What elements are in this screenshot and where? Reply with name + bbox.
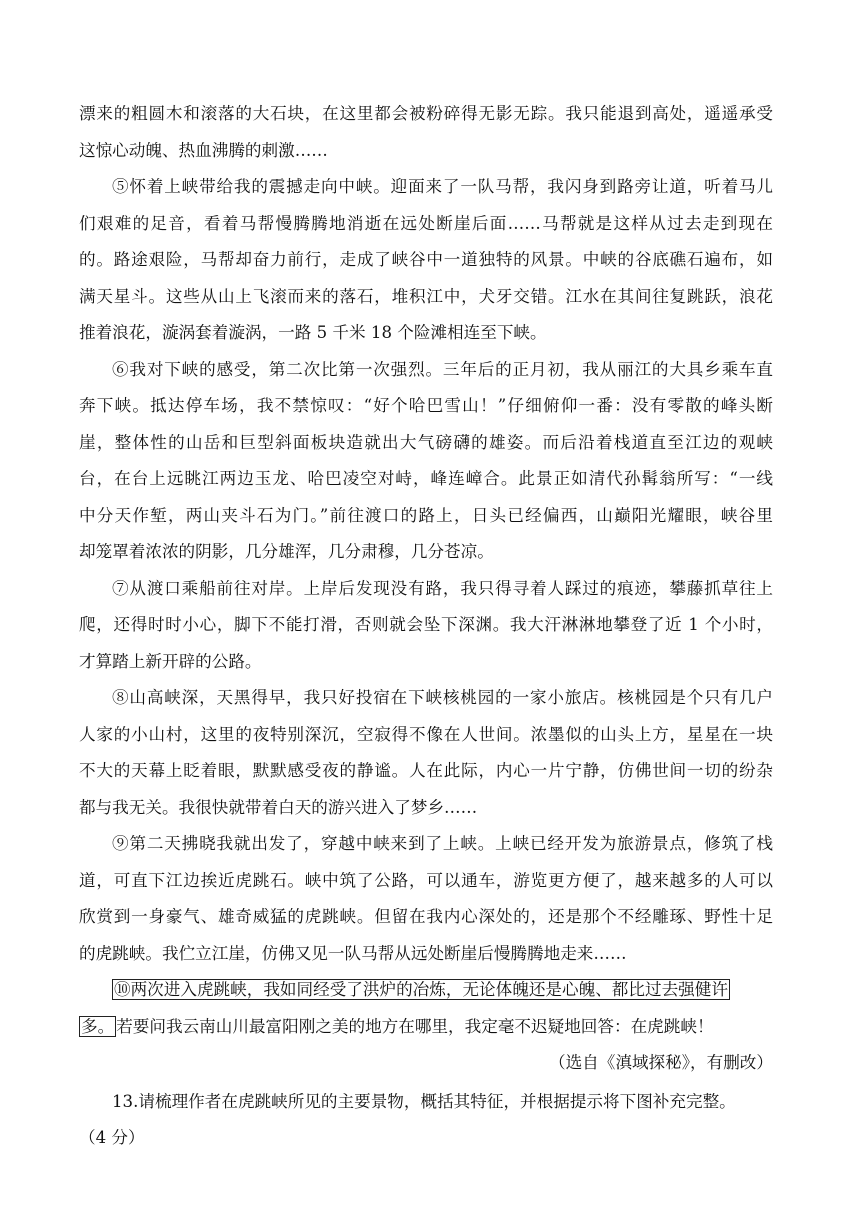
text-line: 的。路途艰险，马帮却奋力前行，走成了峡谷中一道独特的风景。中峡的谷底礁石遍布，如 [79,250,773,269]
document-page [79,96,773,1157]
text-line: 满天星斗。这些从山上飞滚而来的落石，堆积江中，犬牙交错。江水在其间往复跳跃，浪花 [79,286,773,306]
text-line: 崖，整体性的山岳和巨型斜面板块造就出大气磅礴的雄姿。而后沿着栈道直至江边的观峡 [79,432,773,452]
text-line: 都与我无关。我很快就带着白天的游兴进入了梦乡…… [79,797,478,817]
text-line: 奔下峡。抵达停车场，我不禁惊叹：“好个哈巴雪山！”仔细俯仰一番：没有零散的峰头断 [79,396,773,415]
paragraph-6-line: ⑥我对下峡的感受，第二次比第一次强烈。三年后的正月初，我从丽江的大具乡乘车直 [112,359,773,379]
text-line: 却笼罩着浓浓的阴影，几分雄浑，几分肃穆，几分苍凉。 [79,542,494,561]
boxed-sentence-end: 多。 [81,1016,115,1036]
text-line: 不大的天幕上眨着眼，默默感受夜的静谧。人在此际，内心一片宁静，仿佛世间一切的纷杂 [79,761,773,780]
boxed-sentence: ⑩两次进入虎跳峡，我如同经受了洪炉的冶炼，无论体魄还是心魄、都比过去强健许 [114,980,728,999]
paragraph-10-line [79,972,773,1009]
source-citation: （选自《滇域探秘》，有删改） [548,1053,773,1072]
text-line: 漂来的粗圆木和滚落的大石块，在这里都会被粉碎得无影无踪。我只能退到高处，遥遥承受 [79,104,773,123]
paragraph-9-line: ⑨第二天拂晓我就出发了，穿越中峡来到了上峡。上峡已经开发为旅游景点，修筑了栈 [112,834,773,853]
text-line: 推着浪花，漩涡套着漩涡，一路 5 千米 18 个险滩相连至下峡。 [79,323,547,342]
paragraph-8-line: ⑧山高峡深，天黑得早，我只好投宿在下峡核桃园的一家小旅店。核桃园是个只有几户 [112,688,773,707]
text-line: 爬，还得时时小心，脚下不能打滑，否则就会坠下深渊。我大汗淋淋地攀登了近 1 个小时， [79,615,773,634]
paragraph-10-line-2 [79,1009,773,1046]
question-13-score: （4 分） [79,1128,145,1147]
text-line: 这惊心动魄、热血沸腾的刺激…… [79,140,328,160]
paragraph-5-line: ⑤怀着上峡带给我的震撼走向中峡。迎面来了一队马帮，我闪身到路旁让道，听着马儿 [112,177,773,196]
text-line: 们艰难的足音，看着马帮慢腾腾地消逝在远处断崖后面……马帮就是这样从过去走到现在 [79,213,773,233]
text-line: 欣赏到一身豪气、雄奇威猛的虎跳峡。但留在我内心深处的，还是那个不经雕琢、野性十足 [79,907,773,926]
text-line: 才算踏上新开辟的公路。 [79,651,262,671]
text-line: 台，在台上远眺江两边玉龙、哈巴凌空对峙，峰连嶂合。此景正如清代孙髯翁所写：“一线 [79,469,773,488]
text-line: 的虎跳峡。我伫立江崖，仿佛又见一队马帮从远处断崖后慢腾腾地走来…… [79,943,627,963]
text-line: 中分天作堑，两山夹斗石为门。”前往渡口的路上，日头已经偏西，山巅阳光耀眼，峡谷里 [79,505,773,525]
question-13: 13.请梳理作者在虎跳峡所见的主要景物，概括其特征，并根据提示将下图补充完整。 [112,1091,736,1111]
paragraph-10-rest: 若要问我云南山川最富阳刚之美的地方在哪里，我定毫不迟疑地回答：在虎跳峡！ [116,1016,714,1036]
paragraph-7-line: ⑦从渡口乘船前往对岸。上岸后发现没有路，我只得寻着人踩过的痕迹，攀藤抓草往上 [112,578,773,598]
text-line: 人家的小山村，这里的夜特别深沉，空寂得不像在人世间。浓墨似的山头上方，星星在一块 [79,724,773,744]
text-line: 道，可直下江边挨近虎跳石。峡中筑了公路，可以通车，游览更方便了，越来越多的人可以 [79,870,773,890]
